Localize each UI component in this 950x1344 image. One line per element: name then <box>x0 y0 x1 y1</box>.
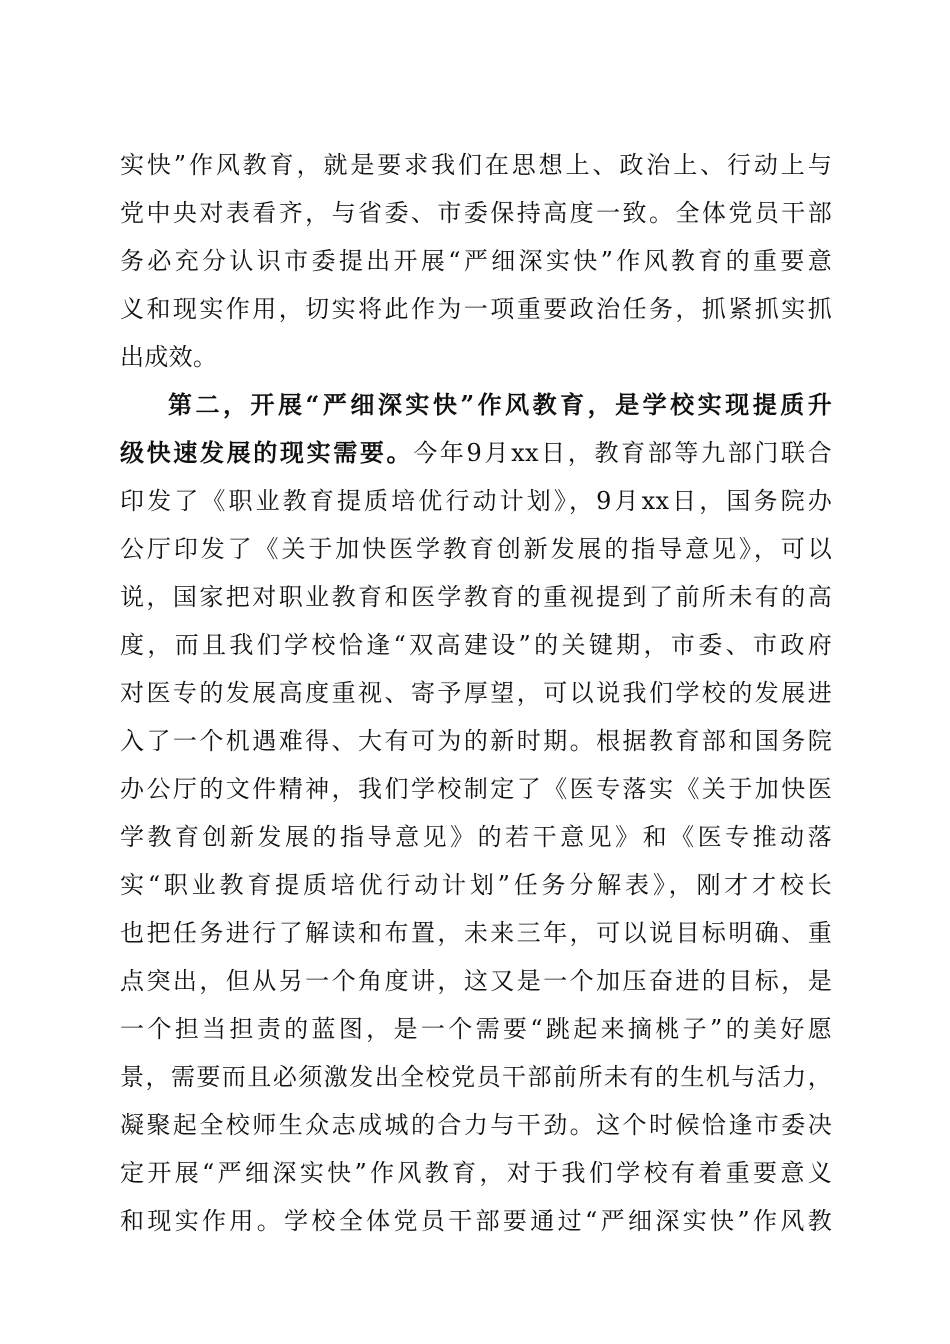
text-line: 说，国家把对职业教育和医学教育的重视提到了前所未有的高 <box>120 583 832 611</box>
text-line: 义和现实作用，切实将此作为一项重要政治任务，抓紧抓实抓 <box>120 295 832 323</box>
text-line: 和现实作用。学校全体党员干部要通过“严细深实快”作风教 <box>120 1207 832 1235</box>
text-line-tail: 今年9月xx日，教育部等九部门联合 <box>413 439 832 467</box>
text-line: 学教育创新发展的指导意见》的若干意见》和《医专推动落 <box>120 823 832 851</box>
text-line: 凝聚起全校师生众志成城的合力与干劲。这个时候恰逢市委决 <box>120 1111 832 1139</box>
text-line: 实“职业教育提质培优行动计划”任务分解表》，刚才才校长 <box>120 871 832 899</box>
text-line: 一个担当担责的蓝图，是一个需要“跳起来摘桃子”的美好愿 <box>120 1015 832 1043</box>
text-line-mixed <box>120 429 832 477</box>
text-line: 定开展“严细深实快”作风教育，对于我们学校有着重要意义 <box>120 1159 832 1187</box>
text-line: 公厅印发了《关于加快医学教育创新发展的指导意见》，可以 <box>120 535 832 563</box>
text-line: 度，而且我们学校恰逢“双高建设”的关键期，市委、市政府 <box>120 631 832 659</box>
text-line: 也把任务进行了解读和布置，未来三年，可以说目标明确、重 <box>120 919 832 947</box>
body-text <box>120 141 832 1245</box>
text-line: 实快”作风教育，就是要求我们在思想上、政治上、行动上与 <box>120 151 832 179</box>
text-line: 点突出，但从另一个角度讲，这又是一个加压奋进的目标，是 <box>120 967 832 995</box>
text-line: 印发了《职业教育提质培优行动计划》，9月xx日，国务院办 <box>120 487 832 515</box>
text-line: 务必充分认识市委提出开展“严细深实快”作风教育的重要意 <box>120 247 832 275</box>
text-line: 办公厅的文件精神，我们学校制定了《医专落实《关于加快医 <box>120 775 832 803</box>
text-line: 景，需要而且必须激发出全校党员干部前所未有的生机与活力， <box>120 1063 832 1091</box>
section-heading-tail: 级快速发展的现实需要。 <box>120 438 414 467</box>
section-heading-line: 第二，开展“严细深实快”作风教育，是学校实现提质升 <box>168 390 832 419</box>
text-line: 出成效。 <box>120 343 218 371</box>
text-line: 入了一个机遇难得、大有可为的新时期。根据教育部和国务院 <box>120 727 832 755</box>
text-line: 对医专的发展高度重视、寄予厚望，可以说我们学校的发展进 <box>120 679 832 707</box>
text-line: 党中央对表看齐，与省委、市委保持高度一致。全体党员干部 <box>120 199 832 227</box>
